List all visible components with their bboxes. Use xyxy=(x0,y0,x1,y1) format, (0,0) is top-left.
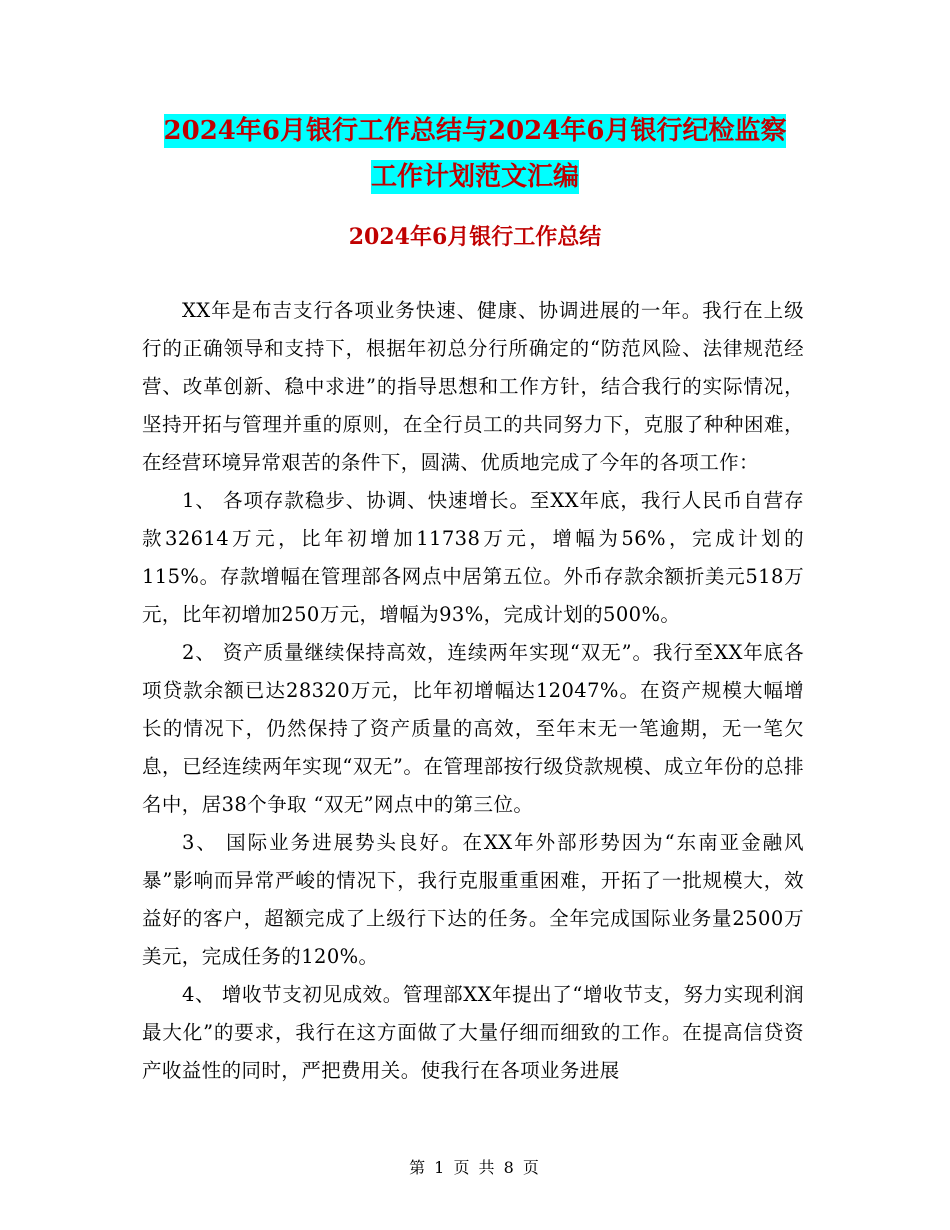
document-body xyxy=(142,292,804,1090)
paragraph-item-2: 2、 资产质量继续保持高效，连续两年实现“双无”。我行至XX年底各项贷款余额已达28320万元，比年初增幅达12047%。在资产规模大幅增长的情况下，仍然保持了资产质量的高效，至年末无一笔逾期，无一笔欠息，已经连续两年实现“双无”。在管理部按行级贷款规模、成立年份的总排名中，居38个争取 “双无”网点中的第三位。 xyxy=(142,641,804,816)
document-title-line2: 工作计划范文汇编 xyxy=(370,162,579,192)
page-footer: 第 1 页 共 8 页 xyxy=(409,1158,541,1177)
document-title-line1: 2024年6月银行工作总结与2024年6月银行纪检监察 xyxy=(163,116,787,146)
paragraph-intro: XX年是布吉支行各项业务快速、健康、协调进展的一年。我行在上级行的正确领导和支持下，根据年初总分行所确定的“防范风险、法律规范经营、改革创新、稳中求进”的指导思想和工作方针，结合我行的实际情况，坚持开拓与管理并重的原则，在全行员工的共同努力下，克服了种种困难，在经营环境异常艰苦的条件下，圆满、优质地完成了今年的各项工作： xyxy=(142,299,804,474)
section-title: 2024年6月银行工作总结 xyxy=(348,224,602,250)
paragraph-item-1: 1、 各项存款稳步、协调、快速增长。至XX年底，我行人民币自营存款32614万元，比年初增加11738万元，增幅为56%，完成计划的115%。存款增幅在管理部各网点中居第五位。外币存款余额折美元518万元，比年初增加250万元，增幅为93%，完成计划的500%。 xyxy=(142,489,804,626)
paragraph-item-3: 3、 国际业务进展势头良好。在XX年外部形势因为“东南亚金融风暴”影响而异常严峻的情况下，我行克服重重困难，开拓了一批规模大，效益好的客户，超额完成了上级行下达的任务。全年完成国际业务量2500万美元，完成任务的120%。 xyxy=(142,831,804,968)
paragraph-item-4: 4、 增收节支初见成效。管理部XX年提出了“增收节支，努力实现利润最大化”的要求，我行在这方面做了大量仔细而细致的工作。在提高信贷资产收益性的同时，严把费用关。使我行在各项业务进展 xyxy=(142,983,804,1082)
document-title xyxy=(0,108,950,200)
